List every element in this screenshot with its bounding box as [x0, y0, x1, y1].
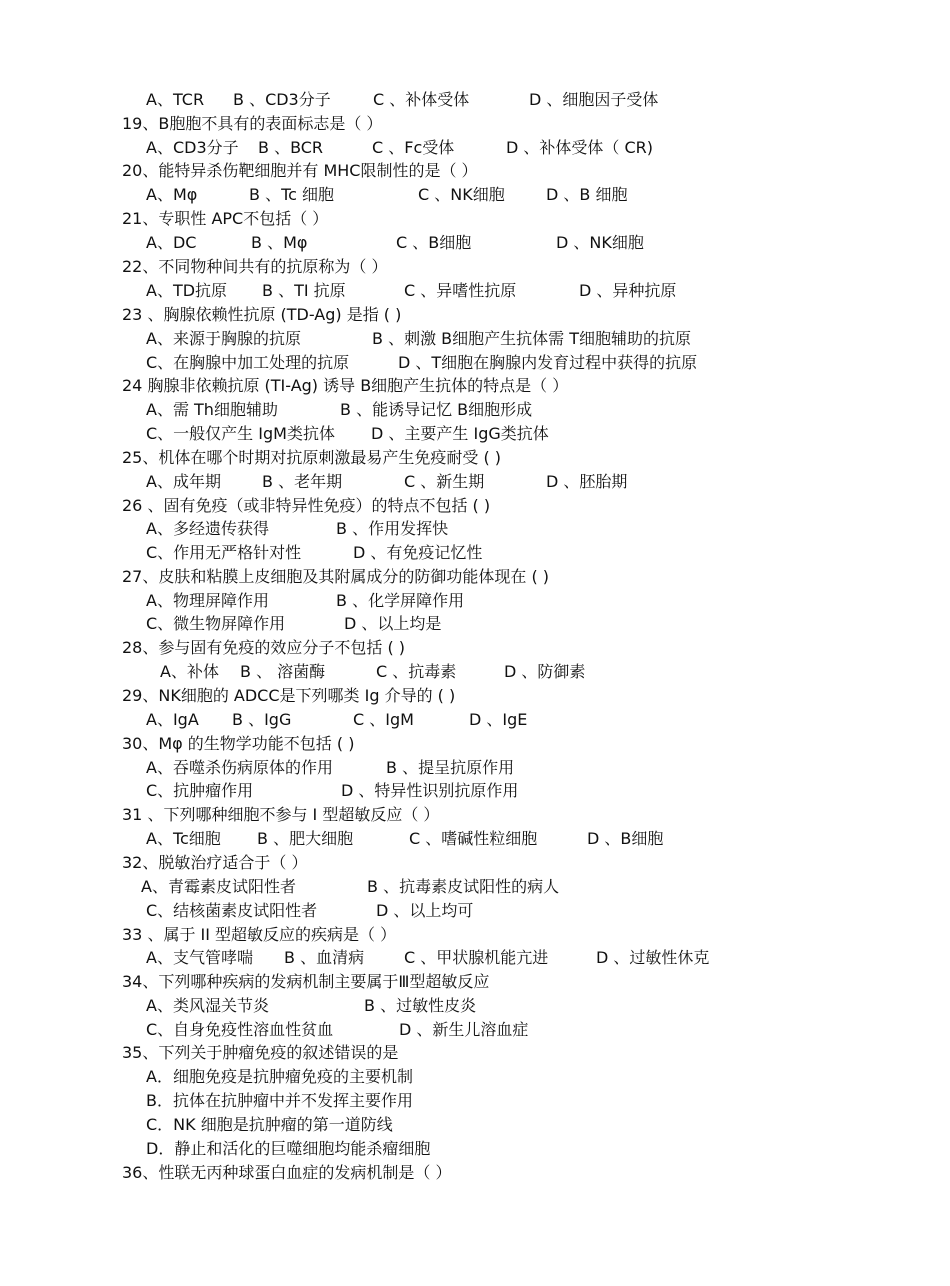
question-text: 35、下列关于肿瘤免疫的叙述错误的是 — [122, 1043, 399, 1062]
option-text: D 、B细胞 — [587, 829, 664, 848]
option-text: C、抗肿瘤作用 — [146, 781, 254, 800]
option-line — [0, 877, 950, 897]
option-text: B 、老年期 — [262, 472, 343, 491]
option-text: D 、异种抗原 — [579, 281, 677, 300]
option-line — [0, 1139, 950, 1159]
option-line — [0, 614, 950, 634]
option-text: D 、新生儿溶血症 — [399, 1020, 529, 1039]
option-text: D 、主要产生 IgG类抗体 — [371, 424, 549, 443]
question-text: 32、脱敏治疗适合于（ ） — [122, 853, 308, 872]
option-text: A、多经遗传获得 — [146, 519, 269, 538]
option-text: A、Tc细胞 — [146, 829, 221, 848]
option-text: D 、细胞因子受体 — [529, 90, 659, 109]
option-line — [0, 1091, 950, 1111]
option-text: A、IgA — [146, 710, 199, 729]
option-text: A、需 Th细胞辅助 — [146, 400, 278, 419]
question-line — [0, 734, 950, 754]
option-line — [0, 996, 950, 1016]
option-text: B 、Mφ — [251, 233, 308, 252]
option-line — [0, 543, 950, 563]
option-text: B 、肥大细胞 — [257, 829, 354, 848]
option-text: C、一般仅产生 IgM类抗体 — [146, 424, 335, 443]
option-text: C 、IgM — [353, 710, 414, 729]
option-text: C 、异嗜性抗原 — [404, 281, 517, 300]
question-text: 21、专职性 APC不包括（ ） — [122, 209, 329, 228]
option-line — [0, 1115, 950, 1135]
option-line — [0, 185, 950, 205]
option-line — [0, 472, 950, 492]
question-line — [0, 257, 950, 277]
question-line — [0, 209, 950, 229]
option-text: A、青霉素皮试阳性者 — [141, 877, 296, 896]
question-text: 24 胸腺非依赖抗原 (TI-Ag) 诱导 B细胞产生抗体的特点是（ ） — [122, 376, 569, 395]
question-line — [0, 448, 950, 468]
option-text: C 、抗毒素 — [376, 662, 457, 681]
option-line — [0, 329, 950, 349]
option-text: B 、化学屏障作用 — [336, 591, 465, 610]
option-line — [0, 519, 950, 539]
option-text: A、类风湿关节炎 — [146, 996, 269, 1015]
option-text: C 、补体受体 — [373, 90, 470, 109]
option-line — [0, 662, 950, 682]
question-line — [0, 925, 950, 945]
option-text: B 、Tc 细胞 — [249, 185, 335, 204]
option-text: D 、过敏性休克 — [596, 948, 710, 967]
option-line — [0, 781, 950, 801]
question-line — [0, 972, 950, 992]
option-line — [0, 138, 950, 158]
option-text: A、DC — [146, 233, 197, 252]
option-text: B 、 溶菌酶 — [240, 662, 326, 681]
option-text: D 、IgE — [469, 710, 528, 729]
option-text: B 、提呈抗原作用 — [386, 758, 515, 777]
question-text: 20、能特异杀伤靶细胞并有 MHC限制性的是（ ） — [122, 161, 478, 180]
question-text: 23 、胸腺依赖性抗原 (TD-Ag) 是指 ( ) — [122, 305, 402, 324]
option-text: B 、TI 抗原 — [262, 281, 346, 300]
question-text: 19、B胞胞不具有的表面标志是（ ） — [122, 114, 383, 133]
question-line — [0, 686, 950, 706]
option-text: B 、CD3分子 — [233, 90, 331, 109]
question-line — [0, 1163, 950, 1183]
option-line — [0, 591, 950, 611]
option-text: B．抗体在抗肿瘤中并不发挥主要作用 — [146, 1091, 413, 1110]
option-text: C 、Fc受体 — [372, 138, 455, 157]
option-text: A、TD抗原 — [146, 281, 228, 300]
question-text: 22、不同物种间共有的抗原称为（ ） — [122, 257, 388, 276]
option-text: A、CD3分子 — [146, 138, 239, 157]
option-text: D 、NK细胞 — [556, 233, 644, 252]
option-text: B 、BCR — [258, 138, 324, 157]
question-line — [0, 567, 950, 587]
option-text: D 、T细胞在胸腺内发育过程中获得的抗原 — [398, 353, 698, 372]
option-text: C．NK 细胞是抗肿瘤的第一道防线 — [146, 1115, 393, 1134]
question-text: 29、NK细胞的 ADCC是下列哪类 Ig 介导的 ( ) — [122, 686, 456, 705]
option-line — [0, 758, 950, 778]
question-line — [0, 305, 950, 325]
option-text: B 、能诱导记忆 B细胞形成 — [340, 400, 533, 419]
option-line — [0, 424, 950, 444]
question-line — [0, 638, 950, 658]
option-text: C、结核菌素皮试阳性者 — [146, 901, 318, 920]
option-line — [0, 901, 950, 921]
option-text: A、支气管哮喘 — [146, 948, 253, 967]
option-text: D．静止和活化的巨噬细胞均能杀瘤细胞 — [146, 1139, 431, 1158]
option-text: C 、B细胞 — [396, 233, 472, 252]
option-text: A、补体 — [160, 662, 219, 681]
question-text: 36、性联无丙种球蛋白血症的发病机制是（ ） — [122, 1163, 452, 1182]
option-text: A、TCR — [146, 90, 205, 109]
option-text: D 、有免疫记忆性 — [353, 543, 483, 562]
option-line — [0, 829, 950, 849]
question-line — [0, 496, 950, 516]
option-text: B 、作用发挥快 — [336, 519, 449, 538]
question-text: 27、皮肤和粘膜上皮细胞及其附属成分的防御功能体现在 ( ) — [122, 567, 550, 586]
question-text: 34、下列哪种疾病的发病机制主要属于Ⅲ型超敏反应 — [122, 972, 490, 991]
option-line — [0, 1020, 950, 1040]
question-text: 26 、固有免疫（或非特异性免疫）的特点不包括 ( ) — [122, 496, 491, 515]
option-line — [0, 233, 950, 253]
option-text: C、微生物屏障作用 — [146, 614, 286, 633]
option-text: B 、过敏性皮炎 — [364, 996, 477, 1015]
option-text: D 、以上均是 — [344, 614, 442, 633]
option-text: D 、补体受体（ CR) — [506, 138, 654, 157]
option-text: A．细胞免疫是抗肿瘤免疫的主要机制 — [146, 1067, 413, 1086]
question-line — [0, 853, 950, 873]
question-line — [0, 376, 950, 396]
option-text: A、成年期 — [146, 472, 221, 491]
option-text: C 、甲状腺机能亢进 — [404, 948, 549, 967]
option-line — [0, 90, 950, 110]
option-text: A、Mφ — [146, 185, 198, 204]
option-text: A、物理屏障作用 — [146, 591, 269, 610]
option-text: C 、NK细胞 — [418, 185, 505, 204]
question-line — [0, 1043, 950, 1063]
question-line — [0, 161, 950, 181]
option-text: B 、刺激 B细胞产生抗体需 T细胞辅助的抗原 — [372, 329, 691, 348]
option-line — [0, 1067, 950, 1087]
option-text: C、自身免疫性溶血性贫血 — [146, 1020, 334, 1039]
option-line — [0, 353, 950, 373]
option-text: A、来源于胸腺的抗原 — [146, 329, 301, 348]
question-text: 28、参与固有免疫的效应分子不包括 ( ) — [122, 638, 406, 657]
option-text: D 、胚胎期 — [546, 472, 628, 491]
question-text: 31 、下列哪种细胞不参与 I 型超敏反应（ ） — [122, 805, 440, 824]
question-text: 25、机体在哪个时期对抗原刺激最易产生免疫耐受 ( ) — [122, 448, 502, 467]
option-text: B 、抗毒素皮试阳性的病人 — [367, 877, 560, 896]
option-text: B 、IgG — [232, 710, 292, 729]
option-text: C 、嗜碱性粒细胞 — [409, 829, 538, 848]
option-text: B 、血清病 — [284, 948, 365, 967]
option-text: D 、特异性识别抗原作用 — [341, 781, 519, 800]
option-text: C、作用无严格针对性 — [146, 543, 302, 562]
option-text: D 、B 细胞 — [546, 185, 628, 204]
question-text: 30、Mφ 的生物学功能不包括 ( ) — [122, 734, 355, 753]
option-text: D 、防御素 — [504, 662, 586, 681]
option-text: A、吞噬杀伤病原体的作用 — [146, 758, 333, 777]
option-text: C、在胸腺中加工处理的抗原 — [146, 353, 350, 372]
question-text: 33 、属于 II 型超敏反应的疾病是（ ） — [122, 925, 397, 944]
option-line — [0, 400, 950, 420]
question-line — [0, 805, 950, 825]
option-line — [0, 281, 950, 301]
option-line — [0, 948, 950, 968]
question-line — [0, 114, 950, 134]
option-text: C 、新生期 — [404, 472, 485, 491]
option-line — [0, 710, 950, 730]
option-text: D 、以上均可 — [376, 901, 474, 920]
